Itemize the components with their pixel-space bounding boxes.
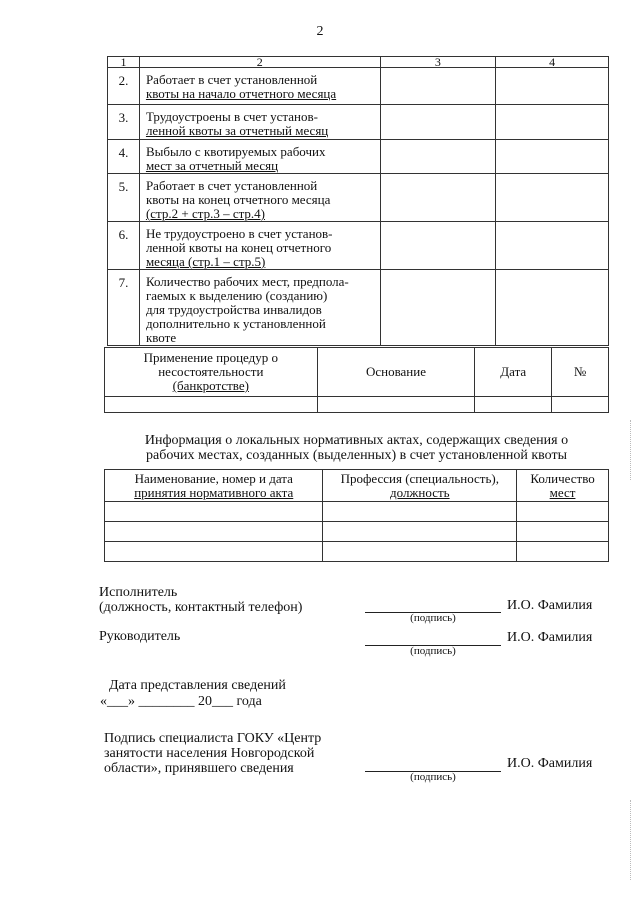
normative-acts-table (104, 469, 609, 562)
value-cell[interactable] (496, 105, 609, 140)
row-number: 3. (108, 105, 140, 140)
value-cell[interactable] (496, 270, 609, 346)
signature-caption: (подпись) (410, 645, 456, 657)
header-col-3: 3 (380, 57, 496, 68)
value-cell[interactable] (380, 174, 496, 222)
scan-edge-mark (630, 420, 637, 480)
value-cell[interactable] (517, 522, 609, 542)
value-cell[interactable] (323, 502, 517, 522)
header-col-2: 2 (139, 57, 380, 68)
row-number: 7. (108, 270, 140, 346)
places-count-header: Количество мест (517, 470, 609, 502)
value-cell[interactable] (496, 140, 609, 174)
value-cell[interactable] (323, 522, 517, 542)
executor-label: Исполнитель (должность, контактный телефон) (99, 585, 303, 615)
submission-date-label: Дата представления сведений (109, 678, 286, 693)
number-header: № (552, 348, 609, 397)
header-col-4: 4 (496, 57, 609, 68)
table-row (108, 105, 609, 140)
head-name: И.О. Фамилия (507, 630, 593, 645)
page-number: 2 (316, 24, 324, 39)
basis-header: Основание (317, 348, 475, 397)
value-cell[interactable] (496, 222, 609, 270)
value-cell[interactable] (380, 105, 496, 140)
bankruptcy-header: Применение процедур о несостоятельности (банкротстве) (105, 348, 318, 397)
row-label: Трудоустроены в счет установ- ленной квоты за отчетный месяц (139, 105, 380, 140)
act-name-header: Наименование, номер и дата принятия нормативного акта (105, 470, 323, 502)
table-row (108, 140, 609, 174)
submission-date-field[interactable]: «___» ________ 20___ года (100, 694, 262, 709)
value-cell[interactable] (380, 222, 496, 270)
row-number: 6. (108, 222, 140, 270)
value-cell[interactable] (317, 397, 475, 413)
value-cell[interactable] (105, 542, 323, 562)
row-label: Выбыло с квотируемых рабочих мест за отчетный месяц (139, 140, 380, 174)
value-cell[interactable] (517, 502, 609, 522)
value-cell[interactable] (380, 270, 496, 346)
head-label: Руководитель (99, 629, 181, 644)
executor-name: И.О. Фамилия (507, 598, 593, 613)
bankruptcy-table (104, 347, 609, 413)
value-cell[interactable] (517, 542, 609, 562)
value-cell[interactable] (323, 542, 517, 562)
signature-caption: (подпись) (410, 612, 456, 624)
specialist-name: И.О. Фамилия (507, 756, 593, 771)
value-cell[interactable] (552, 397, 609, 413)
value-cell[interactable] (475, 397, 552, 413)
row-label: Количество рабочих мест, предпола- гаемых к выделению (созданию) для трудоустройства инвалидов дополнительно к установленной квоте (139, 270, 380, 346)
header-col-1: 1 (108, 57, 140, 68)
value-cell[interactable] (380, 68, 496, 105)
quota-table (107, 56, 609, 346)
table-row (108, 222, 609, 270)
table-row (108, 174, 609, 222)
row-number: 5. (108, 174, 140, 222)
profession-header: Профессия (специальность), должность (323, 470, 517, 502)
value-cell[interactable] (105, 502, 323, 522)
value-cell[interactable] (496, 174, 609, 222)
table-row (108, 68, 609, 105)
scan-edge-mark (630, 800, 637, 880)
specialist-label: Подпись специалиста ГОКУ «Центр занятости населения Новгородской области», принявшего сведения (104, 731, 322, 776)
table-row (108, 270, 609, 346)
row-label: Работает в счет установленной квоты на конец отчетного месяца (стр.2 + стр.3 – стр.4) (139, 174, 380, 222)
value-cell[interactable] (105, 522, 323, 542)
value-cell[interactable] (105, 397, 318, 413)
date-header: Дата (475, 348, 552, 397)
value-cell[interactable] (496, 68, 609, 105)
row-number: 4. (108, 140, 140, 174)
signature-caption: (подпись) (410, 771, 456, 783)
row-label: Не трудоустроено в счет установ- ленной квоты на конец отчетного месяца (стр.1 – стр.5) (139, 222, 380, 270)
section-title: Информация о локальных нормативных актах, содержащих сведения о рабочих местах, созданных (выделенных) в счет установленной квоты (144, 433, 569, 463)
row-number: 2. (108, 68, 140, 105)
row-label: Работает в счет установленной квоты на начало отчетного месяца (139, 68, 380, 105)
value-cell[interactable] (380, 140, 496, 174)
